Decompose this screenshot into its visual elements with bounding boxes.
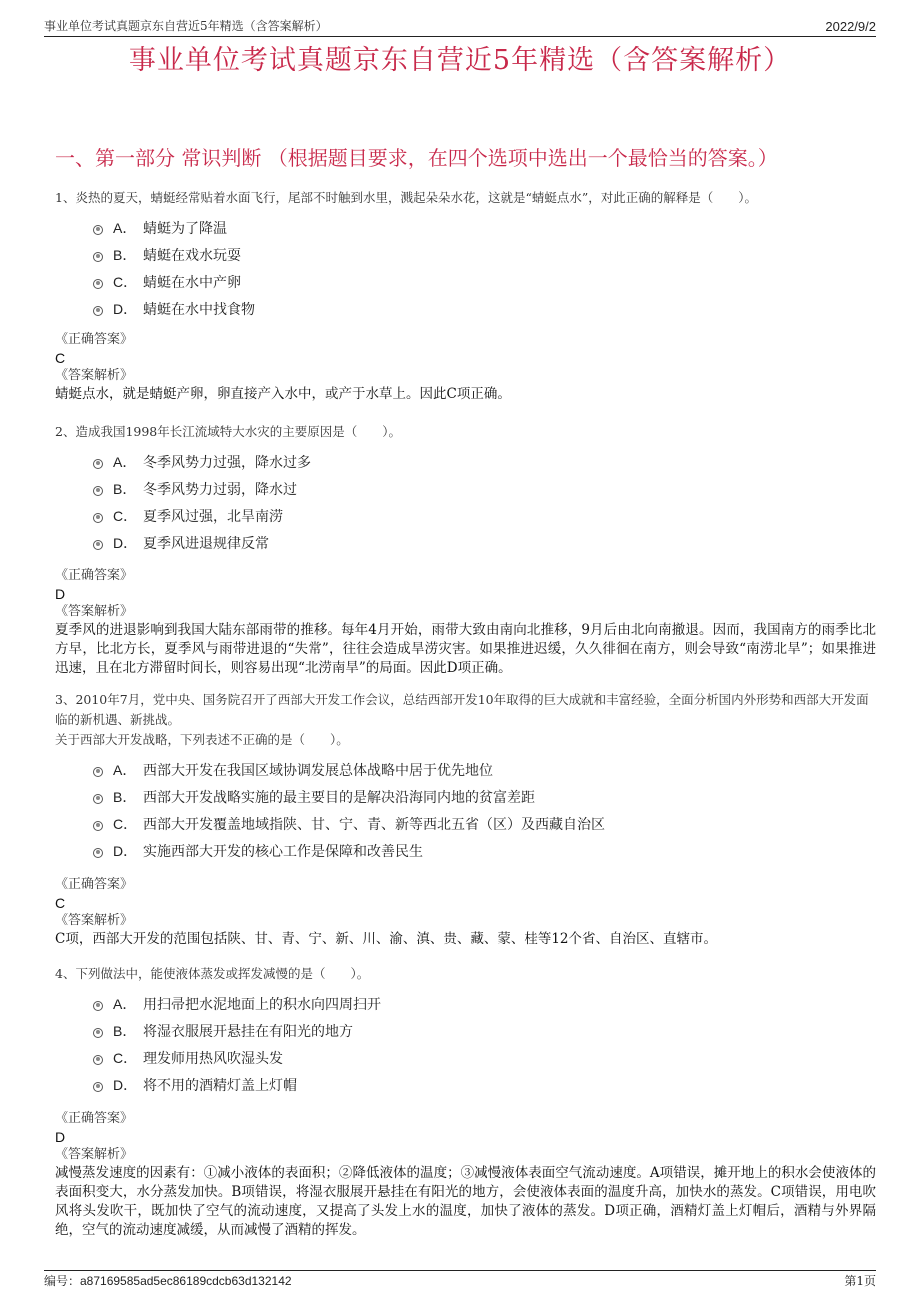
option-letter: A． [113,761,137,778]
option-text: 实施西部大开发的核心工作是保障和改善民生 [143,843,423,860]
radio-icon[interactable] [93,1082,103,1092]
correct-answer-label: 《正确答案》 [55,1111,134,1126]
question-subtext: 关于西部大开发战略，下列表述不正确的是（ ）。 [55,732,349,747]
option-letter: A． [113,219,137,236]
option-letter: C． [113,815,138,832]
correct-answer-value: D [55,1129,66,1145]
option-letter: B． [113,1022,137,1039]
option-letter: A． [113,995,137,1012]
options-list [93,448,876,556]
radio-icon[interactable] [93,848,103,858]
option-a[interactable] [93,214,876,241]
radio-icon[interactable] [93,767,103,777]
option-c[interactable] [93,810,876,837]
document-code: 编号：a87169585ad5ec86189cdcb63d132142 [44,1274,292,1288]
header-doc-name: 事业单位考试真题京东自营近5年精选（含答案解析） [44,19,328,33]
question-text: 3、2010年7月，党中央、国务院召开了西部大开发工作会议，总结西部开发10年取得的巨大成就和丰富经验，全面分析国内外形势和西部大开发面临的新机遇、新挑战。 [55,692,869,727]
question-2 [55,422,876,556]
answer-block-3 [55,876,876,949]
correct-answer-label: 《正确答案》 [55,877,134,892]
correct-answer-value: D [55,586,66,602]
answer-block-2 [55,567,876,678]
option-text: 蜻蜓在水中产卵 [143,274,241,291]
option-text: 理发师用热风吹湿头发 [143,1050,283,1067]
option-letter: C． [113,273,138,290]
option-letter: A． [113,453,137,470]
question-text: 4、下列做法中，能使液体蒸发或挥发减慢的是（ ）。 [55,966,370,981]
option-b[interactable] [93,241,876,268]
option-c[interactable] [93,1044,876,1071]
option-text: 用扫帚把水泥地面上的积水向四周扫开 [143,996,381,1013]
answer-block-1 [55,331,876,404]
radio-icon[interactable] [93,540,103,550]
option-c[interactable] [93,502,876,529]
question-4 [55,964,876,1098]
radio-icon[interactable] [93,1028,103,1038]
radio-icon[interactable] [93,1001,103,1011]
radio-icon[interactable] [93,821,103,831]
option-letter: C． [113,507,138,524]
radio-icon[interactable] [93,459,103,469]
answer-block-4 [55,1110,876,1240]
document-title: 事业单位考试真题京东自营近5年精选（含答案解析） [128,45,792,76]
radio-icon[interactable] [93,1055,103,1065]
option-b[interactable] [93,783,876,810]
question-text: 1、炎热的夏天，蜻蜓经常贴着水面飞行，尾部不时触到水里，溅起朵朵水花，这就是“蜻蜓点水”，对此正确的解释是（ ）。 [55,190,757,205]
page-footer [44,1270,876,1290]
radio-icon[interactable] [93,279,103,289]
correct-answer-label: 《正确答案》 [55,568,134,583]
analysis-text: C项，西部大开发的范围包括陕、甘、青、宁、新、川、渝、滇、贵、藏、蒙、桂等12个省、自治区、直辖市。 [55,931,718,947]
radio-icon[interactable] [93,252,103,262]
radio-icon[interactable] [93,225,103,235]
option-text: 夏季风进退规律反常 [143,535,269,552]
option-letter: D． [113,842,138,859]
option-d[interactable] [93,1071,876,1098]
question-text: 2、造成我国1998年长江流域特大水灾的主要原因是（ ）。 [55,424,402,439]
correct-answer-value: C [55,350,66,366]
page-header [44,12,876,37]
option-letter: D． [113,1076,138,1093]
option-c[interactable] [93,268,876,295]
radio-icon[interactable] [93,486,103,496]
options-list [93,214,876,322]
question-1 [55,188,876,322]
option-text: 将湿衣服展开悬挂在有阳光的地方 [143,1023,353,1040]
analysis-label: 《答案解析》 [55,1147,134,1162]
option-letter: B． [113,480,137,497]
page-number: 第1页 [844,1274,876,1288]
option-letter: C． [113,1049,138,1066]
option-a[interactable] [93,448,876,475]
option-text: 西部大开发覆盖地域指陕、甘、宁、青、新等西北五省（区）及西藏自治区 [143,816,605,833]
analysis-label: 《答案解析》 [55,913,134,928]
option-letter: D． [113,534,138,551]
option-text: 冬季风势力过强，降水过多 [143,454,311,471]
analysis-label: 《答案解析》 [55,604,134,619]
option-letter: B． [113,788,137,805]
option-d[interactable] [93,529,876,556]
analysis-label: 《答案解析》 [55,368,134,383]
analysis-text: 蜻蜓点水，就是蜻蜓产卵，卵直接产入水中，或产于水草上。因此C项正确。 [55,386,511,402]
radio-icon[interactable] [93,794,103,804]
option-b[interactable] [93,1017,876,1044]
options-list [93,756,876,864]
options-list [93,990,876,1098]
option-text: 冬季风势力过弱，降水过 [143,481,297,498]
option-b[interactable] [93,475,876,502]
option-text: 夏季风过强，北旱南涝 [143,508,283,525]
option-letter: B． [113,246,137,263]
option-text: 西部大开发在我国区域协调发展总体战略中居于优先地位 [143,762,493,779]
option-letter: D． [113,300,138,317]
analysis-text: 夏季风的进退影响到我国大陆东部雨带的推移。每年4月开始，雨带大致由南向北推移，9月后由北向南撤退。因而，我国南方的雨季比北方早，比北方长，夏季风与雨带进退的“失常”，往往会造成旱涝灾害。如果推进迟缓，久久徘徊在南方，则会导致“南涝北旱”；如果推进迅速，且在北方滞留时间长，则容易出现“北涝南旱”的局面。因此D项正确。 [55,622,876,676]
section-title: 一、第一部分 常识判断 （根据题目要求，在四个选项中选出一个最恰当的答案。） [55,146,778,170]
option-text: 蜻蜓为了降温 [143,220,227,237]
correct-answer-value: C [55,895,66,911]
analysis-text: 减慢蒸发速度的因素有：①减小液体的表面积；②降低液体的温度；③减慢液体表面空气流动速度。A项错误，摊开地上的积水会使液体的表面积变大，水分蒸发加快。B项错误，将湿衣服展开悬挂在有阳光的地方，会使液体表面的温度升高，加快水的蒸发。C项错误，用电吹风将头发吹干，既加快了空气的流动速度，又提高了头发上水的温度，加快了液体的蒸发。D项正确，酒精灯盖上灯帽后，酒精与外界隔绝，空气的流动速度减缓，从而减慢了酒精的挥发。 [55,1165,876,1238]
option-text: 蜻蜓在水中找食物 [143,301,255,318]
option-a[interactable] [93,756,876,783]
option-text: 将不用的酒精灯盖上灯帽 [143,1077,297,1094]
option-d[interactable] [93,295,876,322]
radio-icon[interactable] [93,513,103,523]
question-3 [55,690,876,864]
radio-icon[interactable] [93,306,103,316]
option-text: 蜻蜓在戏水玩耍 [143,247,241,264]
correct-answer-label: 《正确答案》 [55,332,134,347]
option-text: 西部大开发战略实施的最主要目的是解决沿海同内地的贫富差距 [143,789,535,806]
option-a[interactable] [93,990,876,1017]
header-date: 2022/9/2 [825,19,876,34]
option-d[interactable] [93,837,876,864]
